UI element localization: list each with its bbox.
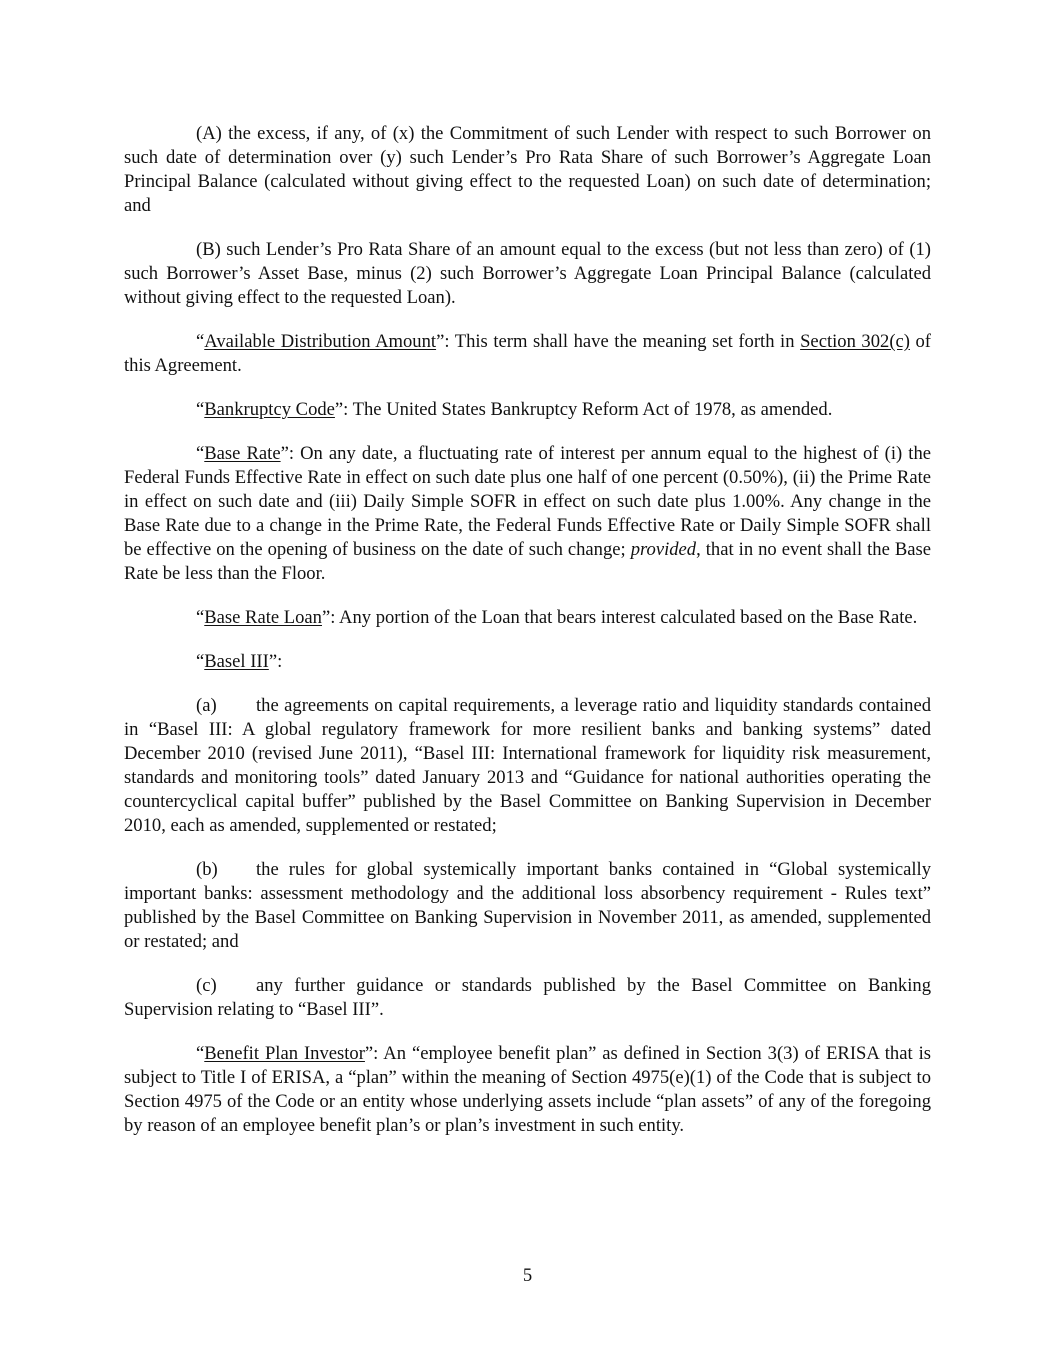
definition-text: ”: On any date, a fluctuating rate of interest per annum equal to the highest of (i) the Federal Funds Effective Rate in effect on such date plus one half of one percent (0.50%), (ii) the Prime Rate in effect on such date and (iii) Daily Simple SOFR in effect on such date plus 1.00%. Any change in the Base Rate due to a change in the Prime Rate, the Federal Funds Effective Rate or Daily Simple SOFR shall be effective on the opening of business on the date of such change; [124,443,931,560]
definition-bankruptcy-code [124,398,931,422]
definition-text: ”: [268,651,283,672]
definition-benefit-plan-investor [124,1042,931,1138]
definition-base-rate [124,442,931,586]
basel-item-c [124,974,931,1022]
item-text: the agreements on capital requirements, a leverage ratio and liquidity standards contained in “Basel III: A global regulatory framework for more resilient banks and banking systems” dated December 2010 (revised June 2011), “Basel III: International framework for liquidity risk measurement, standards and monitoring tools” dated January 2013 and “Guidance for national authorities operating the countercyclical capital buffer” published by the Basel Committee on Banking Supervision in December 2010, each as amended, supplemented or restated; [124,695,931,836]
item-label: (b) [196,859,218,880]
defined-term: Basel III [204,651,269,672]
basel-item-a [124,694,931,838]
defined-term: Bankruptcy Code [204,399,335,420]
open-quote: “ [196,331,205,352]
item-label: (c) [196,975,217,996]
open-quote: “ [196,399,205,420]
item-label: (a) [196,695,217,716]
defined-term: Benefit Plan Investor [204,1043,365,1064]
clause-a-paragraph: (A) the excess, if any, of (x) the Commitment of such Lender with respect to such Borrower on such date of determination over (y) such Lender’s Pro Rata Share of such Borrower’s Aggregate Loan Principal Balance (calculated without giving effect to the requested Loan) on such date of determination; and [124,123,931,216]
open-quote: “ [196,443,205,464]
open-quote: “ [196,1043,205,1064]
definition-text: ”: An “employee benefit plan” as defined in Section 3(3) of ERISA that is subject to Title I of ERISA, a “plan” within the meaning of Section 4975(e)(1) of the Code that is subject to Section 4975 of the Code or an entity whose underlying assets include “plan assets” of any of the foregoing by reason of an employee benefit plan’s or plan’s investment in such entity. [124,1043,931,1136]
defined-term: Base Rate Loan [204,607,322,628]
definition-available-distribution-amount [124,330,931,378]
defined-term: Base Rate [204,443,281,464]
definition-text: ”: This term shall have the meaning set forth in [436,331,801,352]
section-reference: Section 302(c) [800,331,910,352]
italic-proviso: provided [630,539,697,560]
clause-b-paragraph: (B) such Lender’s Pro Rata Share of an amount equal to the excess (but not less than zero) of (1) such Borrower’s Asset Base, minus (2) such Borrower’s Aggregate Loan Principal Balance (calculated without giving effect to the requested Loan). [124,239,931,308]
definition-basel-iii [124,650,931,674]
definition-text: ”: Any portion of the Loan that bears interest calculated based on the Base Rate. [321,607,918,628]
definition-text: ”: The United States Bankruptcy Reform Act of 1978, as amended. [334,399,833,420]
page-number: 5 [522,1265,533,1286]
open-quote: “ [196,651,205,672]
open-quote: “ [196,607,205,628]
definition-base-rate-loan [124,606,931,630]
defined-term: Available Distribution Amount [204,331,437,352]
item-text: the rules for global systemically important banks contained in “Global systemically important banks: assessment methodology and the additional loss absorbency requirement - Rules text” published by the Basel Committee on Banking Supervision in November 2011, as amended, supplemented or restated; and [124,859,931,952]
item-text: any further guidance or standards published by the Basel Committee on Banking Supervision relating to “Basel III”. [124,975,931,1020]
definition-text: , that in no event shall the Base Rate be less than the Floor. [124,539,931,584]
basel-item-b [124,858,931,954]
definition-text: of this Agreement. [124,331,931,376]
